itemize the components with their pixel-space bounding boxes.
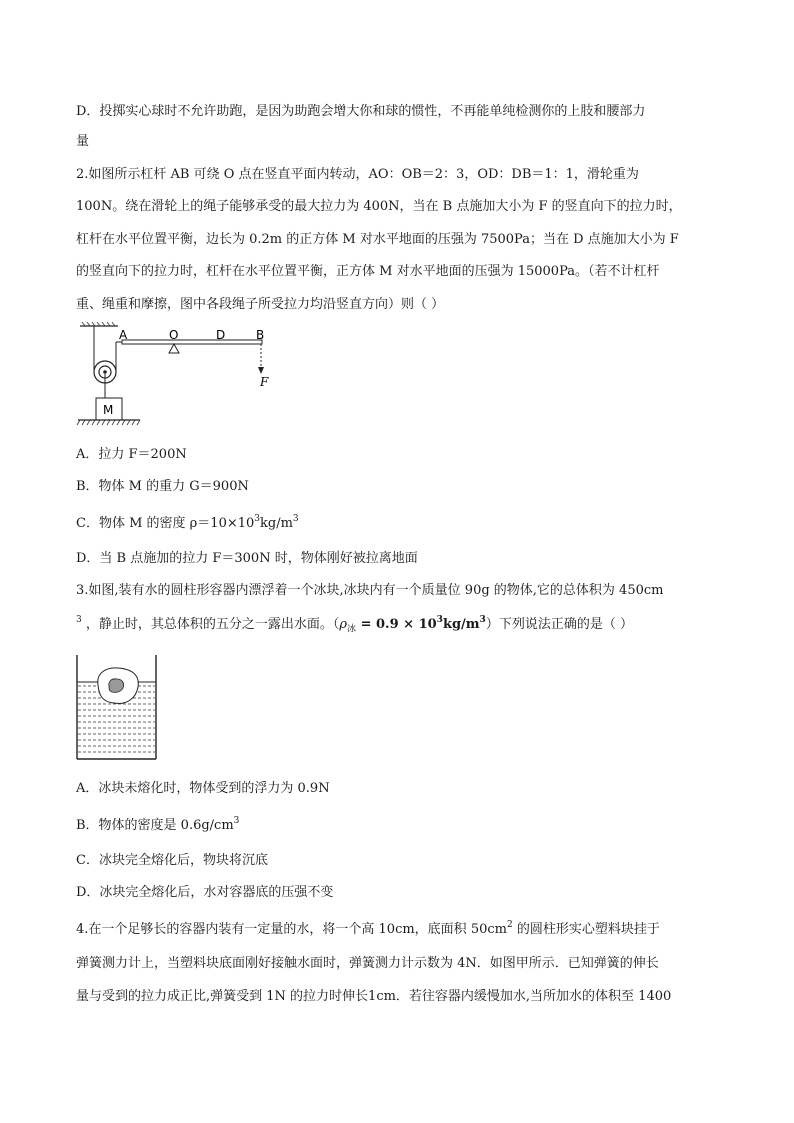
q2-stem-line4: 的竖直向下的拉力时，杠杆在水平位置平衡，正方体 M 对水平地面的压强为 15000Pa。（若不计杠杆 [76, 264, 660, 279]
label-a: A [119, 328, 128, 342]
q2-lever-pulley-figure [76, 322, 286, 434]
q3-option-b: B．物体的密度是 $0.6g/cm^3$ [76, 816, 240, 833]
q2-stem-line3: 杠杆在水平位置平衡，边长为 0.2m 的正方体 M 对水平地面的压强为 7500Pa；当在 D 点施加大小为 F [76, 232, 679, 247]
q3-option-a: A．冰块未熔化时，物体受到的浮力为 0.9N [76, 781, 330, 796]
q2-stem-line1: 2.如图所示杠杆 AB 可绕 O 点在竖直平面内转动，AO：OB＝2：3，OD：DB＝1：1，滑轮重为 [76, 167, 639, 182]
label-d: D [216, 328, 226, 342]
q2-option-c: C．物体 M 的密度 $\rho=10\times 10^3kg/m^3$ [76, 514, 299, 531]
q3-option-c: C．冰块完全熔化后，物块将沉底 [76, 853, 268, 868]
label-m: M [103, 403, 114, 417]
q1-option-d-line1: D．投掷实心球时不允许助跑，是因为助跑会增大你和球的惯性，不再能单纯检测你的上肢和腰部力 [76, 104, 646, 119]
q3-stem-line2: $^3$ ，静止时，其总体积的五分之一露出水面。$(\rho_冰 = 0.9 \times 10^3kg/m^3)$下列说法正确的是（ ） [76, 615, 633, 635]
label-o: O [169, 328, 179, 342]
q2-stem-line5: 重、绳重和摩擦，图中各段绳子所受拉力均沿竖直方向）则（ ） [76, 297, 445, 312]
q2-stem-line2: 100N。绕在滑轮上的绳子能够承受的最大拉力为 400N，当在 B 点施加大小为 F 的竖直向下的拉力时， [76, 199, 682, 214]
q4-stem-line1: 4.在一个足够长的容器内装有一定量的水，将一个高 10cm，底面积 $50cm^2$ 的圆柱形实心塑料块挂于 [76, 920, 660, 937]
label-f: F [260, 375, 269, 389]
q2-option-a: A．拉力 F＝200N [76, 447, 187, 462]
q4-stem-line2: 弹簧测力计上，当塑料块底面刚好接触水面时，弹簧测力计示数为 4N．如图甲所示．已知弹簧的伸长 [76, 956, 659, 971]
q2-option-b: B．物体 M 的重力 G＝900N [76, 479, 249, 494]
label-b: B [256, 328, 265, 342]
q1-option-d-line2: 量 [76, 134, 90, 149]
q3-ice-container-figure [76, 655, 160, 763]
q3-stem-line1: 3.如图,装有水的圆柱形容器内漂浮着一个冰块,冰块内有一个质量位 90g 的物体,它的总体积为 450cm [76, 583, 664, 598]
q3-option-d: D．冰块完全熔化后，水对容器底的压强不变 [76, 885, 334, 900]
q4-stem-line3: 量与受到的拉力成正比,弹簧受到 1N 的拉力时伸长1cm．若往容器内缓慢加水,当所加水的体积至 1400 [76, 989, 672, 1004]
q2-option-d: D．当 B 点施加的拉力 F＝300N 时，物体刚好被拉离地面 [76, 551, 418, 566]
